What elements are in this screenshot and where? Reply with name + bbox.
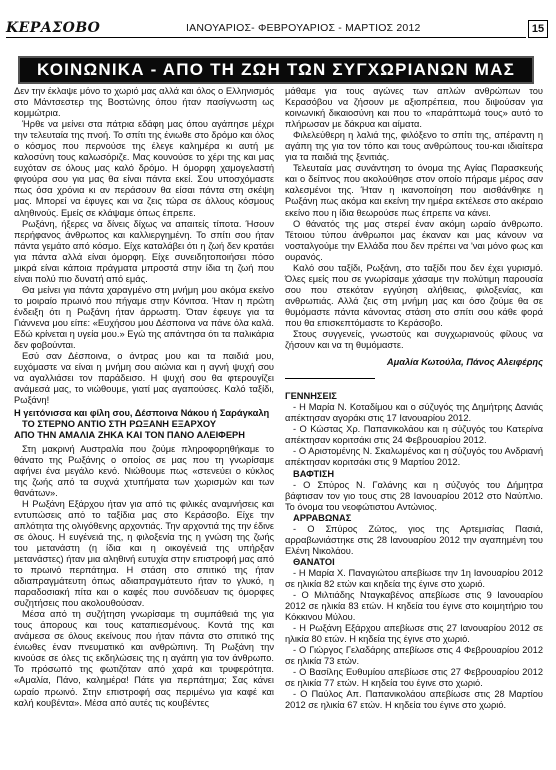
paragraph: Ο θάνατός της μας στερεί έναν ακόμη ωραίο άνθρωπο. Τέτοιου τύπου άνθρωποι μας έκαναν και μας κάνουν να νοσταλγούμε την Ελλάδα που δεν πρέπει να 'ναι μόνο φως και ουρανός. <box>285 218 543 262</box>
paragraph: Ρωξάνη, ήξερες να δίνεις δίχως να απαιτείς τίποτα. Ήσουν περήφανος άνθρωπος και καλλιεργημένη. Το σπίτι σου ήταν πάντα γεμάτο από κόσμο. Είχε καταλάβει ότι η ζωή δεν κρατάει για πάντα αλλά είναι όμορφη. Είχε συνειδητοποιήσει πόσο μικρά είναι κάποια πράγματα μπροστά στην ίδια τη ζωή που είναι πολύ πιο δυνατή από εμάς. <box>14 218 274 284</box>
paragraph: Μέσα από τη συζήτηση γνωρίσαμε τη συμπάθειά της για τους άπορους και τους καταπιεσμένους. Κοντά της και ανάμεσα σε όλους εκείνους που ήταν πάντα στο σπιτικό της ένιωθες έναν πνευματικό και ανθρώπινη. Τη Ρωξάνη την κινούσε σε όλες τις εκδηλώσεις της η αγάπη για τον άνθρωπο. Το πρόσωπό της φωτιζόταν από χαρά και τρυφερότητα. «Αμαλία, Πάνο, καλημέρα! Πάτε για περπάτημα; Σας κάνει ωραίο πρωινό. Στην επιστροφή σας περιμένω για καφέ και καλή κουβέντα». Μέσα από αυτές τις κουβέντες <box>14 609 274 708</box>
left-column <box>14 86 274 709</box>
list-item: - Η Ρωξάνη Εξάρχου απεβίωσε στις 27 Ιανουαρίου 2012 σε ηλικία 80 ετών. Η κηδεία της έγινε στο χωριό. <box>285 623 543 645</box>
list-item: - Ο Βασίλης Ευθυμίου απεβίωσε στις 27 Φεβρουαρίου 2012 σε ηλικία 77 ετών. Η κηδεία του έγινε στο χωριό. <box>285 667 543 689</box>
engagement-title: ΑΡΡΑΒΩΝΑΣ <box>293 512 352 523</box>
births-title: ΓΕΝΝΗΣΕΙΣ <box>285 391 337 402</box>
paragraph: Φιλελεύθερη η λαλιά της, φιλόξενο το σπίτι της, απέραντη η αγάπη της για τον τόπο και τους ανθρώπους του-και ιδιαίτερα για τα παιδιά της ξενιτιάς. <box>285 130 543 163</box>
list-item: - Η Μαρία Ν. Κοταδίμου και ο σύζυγός της Δημήτρης Δανιάς απέκτησαν αγοράκι στις 17 Ιανουαρίου 2012. <box>285 402 543 424</box>
signature: Η γειτόνισσα και φίλη σου, Δέσποινα Νάκου ή Σαράγκαλη <box>14 408 270 419</box>
paragraph: μάθαμε για τους αγώνες των απλών ανθρώπων του Κερασόβου να ζήσουν με αξιοπρέπεια, που διψούσαν για κοινωνική δικαιοσύνη και που το «παράπτωμά τους» αυτό το πλήρωσαν με δάκρυα και αίματα. <box>285 86 543 130</box>
paragraph: Η Ρωξάνη Εξάρχου ήταν για από τις φιλικές αναμνήσεις και εντυπώσεις από το ταξίδια μας στο Κεράσοβο. Είχε την απλότητα της ολιγόθενης αρχοντιάς. Την αρχοντιά της την έδινε σε όλους. Η ευγένειά της, η φιλοξενία της η γνώση της ζωής του μετανάστη (η ίδια και η οικογένειά της υπήρξαν μετανάστες) ήταν μια αληθινή ευτυχία στην επιστροφή μας από το πρωινό περπάτημα. Η στάση στο σπιτικό της ήταν αδιαπραγμάτευτη όπως αδιαπραγμάτευτο ήταν το γλυκό, η παραδοσιακή πίτα και ο καφές που συνόδευαν τις όμορφες συζητήσεις που ακολουθούσαν. <box>14 498 274 609</box>
paragraph: Στους συγγενείς, γνωστούς και συγχωριανούς φίλους να ζήσουν και να τη θυμόμαστε. <box>285 329 543 351</box>
list-item: - Η Μαρία Χ. Παναγιώτου απεβίωσε την 1η Ιανουαρίου 2012 σε ηλικία 82 ετών και κηδεία της έγινε στο χωριό. <box>285 567 543 589</box>
page-header <box>6 20 546 38</box>
paragraph: Τελευταία μας συνάντηση το όνομα της Αγίας Παρασκευής και ο δείπνος που ακολούθησε στον οποίο πήραμε μέρος σαν καλεσμένοι της. Ήταν η ικανοποίηση που αισθάνθηκε η Ρωξάνη πως ακόμα και εκείνη την ημέρα εκτέλεσε στο ακέραιο εκείνο που η ίδια θεωρούσε πως έπρεπε να κάνει. <box>285 163 543 218</box>
list-item: - Ο Παύλος Απ. Παπανικολάου απεβίωσε στις 28 Μαρτίου 2012 σε ηλικία 67 ετών. Η κηδεία του έγινε στο χωριό. <box>285 689 543 711</box>
list-item: - Ο Γιώργος Γελαδάρης απεβίωσε στις 4 Φεβρουαρίου 2012 σε ηλικία 73 ετών. <box>285 645 543 667</box>
list-item: - Ο Αριστομένης Ν. Σκαλωμένος και η σύζυγός του Ανδριανή απέκτησαν κοριτσάκι στις 9 Μαρτίου 2012. <box>285 446 543 468</box>
issue-date: ΙΑΝΟΥΑΡΙΟΣ- ΦΕΒΡΟΥΑΡΙΟΣ - ΜΑΡΤΙΟΣ 2012 <box>186 22 421 34</box>
list-item: - Ο Σπύρος Ζώτος, γιος της Αρτεμισίας Πασιά, αρραβωνιάστηκε στις 28 Ιανουαρίου 2012 την αγαπημένη του Ελένη Νικολάου. <box>285 523 543 556</box>
signature: Αμαλία Κωτούλα, Πάνος Αλειφέρης <box>386 357 543 368</box>
paragraph: Δεν την έκλαψε μόνο το χωριό μας αλλά και όλος ο Ελληνισμός στο Μάντσεστερ της Βοστώνης όπου ήταν πασίγνωστη ως κομμώτρια. <box>14 86 274 119</box>
list-item: - Ο Σπύρος Ν. Γαλάνης και η σύζυγός του Δήμητρα βάφτισαν τον γιο τους στις 28 Ιανουαρίου 2012 στο Ναύπλιο. Το όνομα του νεοφώτιστου Αντώνιος. <box>285 479 543 512</box>
baptisms-title: ΒΑΦΤΙΣΗ <box>293 468 335 479</box>
masthead-logo: ΚΕΡΑΣΟΒΟ <box>6 20 101 36</box>
paragraph: Ήρθε να μείνει στα πάτρια εδάφη μας όπου αγάπησε μέχρι την τελευταία της πνοή. Το σπίτι της ένιωθε στο δρόμο και όλος ο κόσμος που περνούσε της έλεγε καλημέρα κι αυτή με καλοσύνη τους καλωσόριζε. Μας κουνούσε το χέρι της και μας ευχόταν σε όλους μας καλό δρόμο. Η όμορφη χαμογελαστή φιγούρα σου για μας θα είναι πάντα εκεί. Σου υποσχόμαστε πως όσα χρόνια κι αν περάσουν θα είσαι πάντα στη σκέψη μας. Μπορεί να έφυγες και να ζεις τώρα σε άλλους κόσμους αληθινούς. Εμείς σε κλάψαμε όπως έπρεπε. <box>14 119 274 218</box>
divider <box>285 378 375 379</box>
page-number: 15 <box>528 20 548 38</box>
deaths-title: ΘΑΝΑΤΟΙ <box>293 556 335 567</box>
article-subheadline: ΑΠΟ ΤΗΝ ΑΜΑΛΙΑ ΖΗΚΑ ΚΑΙ ΤΟΝ ΠΑΝΟ ΑΛΕΙΦΕΡΗ <box>14 430 245 441</box>
paragraph: Θα μείνει για πάντα χαραγμένο στη μνήμη μου ακόμα εκείνο το μοιραίο πρωινό που πήγαμε στην Κόνιτσα. Ήταν η πρώτη ένδειξη ότι η Ρωξάνη ήταν άρρωστη. Όταν έφευγε για τα Γιάννενα μου είπε: «Ευχήσου μου Δέσποινα να πάνε όλα καλά. Εδώ κρίνεται η υγεία μου.» Εγώ της απάντησα ότι τα παλικάρια δεν φοβούνται. <box>14 284 274 351</box>
paragraph: Στη μακρινή Αυστραλία που ζούμε πληροφορηθήκαμε το θάνατο της Ρωξάνης ο οποίος σε μας που τη γνωρίσαμε αφήνει ένα μεγάλο κενό. Νιώθουμε πως «στενεύει ο κύκλος της ζωής από τα συχνά χτυπήματα των χωρισμών και των θανάτων». <box>14 443 274 498</box>
paragraph: Καλό σου ταξίδι, Ρωξάνη, στο ταξίδι που δεν έχει γυρισμό. Όλες εμείς που σε γνωρίσαμε χάσαμε την πολύτιμη παρουσία σου που στεκόταν εγγύηση αλήθειας, φιλοξενίας, και ανθρωπιάς. Αλλά ζεις στη μνήμη μας και όσο ζούμε θα σε θυμόμαστε πάντα κάνοντας στάση στο σπίτι σου κάθε φορά που θα επισκεπτόμαστε το Κεράσοβο. <box>285 262 543 328</box>
list-item: - Ο Κώστας Χρ. Παπανικολάου και η σύζυγός του Κατερίνα απέκτησαν κοριτσάκι στις 24 Φεβρουαρίου 2012. <box>285 424 543 446</box>
article-headline: ΤΟ ΣΤΕΡΝΟ ΑΝΤΙΟ ΣΤΗ ΡΩΞΑΝΗ ΕΞΑΡΧΟΥ <box>22 419 217 430</box>
section-banner: ΚΟΙΝΩΝΙΚΑ - ΑΠΟ ΤΗ ΖΩΗ ΤΩΝ ΣΥΓΧΩΡΙΑΝΩΝ ΜΑΣ <box>20 58 532 82</box>
header-rule <box>6 37 526 38</box>
paragraph: Εσύ σαν Δέσποινα, ο άντρας μου και τα παιδιά μου, ευχόμαστε να είναι η μνήμη σου αιώνια και η αγνή ψυχή σου να αγαλλιάσει τον παράδεισο. Η ψυχή σου θα φτερουγίζει ανάμεσά μας, το νιώθουμε, γιατί μας αγαπούσες. Καλό ταξίδι, Ρωξάνη! <box>14 351 274 406</box>
list-item: - Ο Μιλτιάδης Νταγκαβένος απεβίωσε στις 9 Ιανουαρίου 2012 σε ηλικία 83 ετών. Η κηδεία του έγινε στο κοιμητήριο του Κόκκινου Μύλου. <box>285 590 543 623</box>
right-column <box>285 86 543 712</box>
